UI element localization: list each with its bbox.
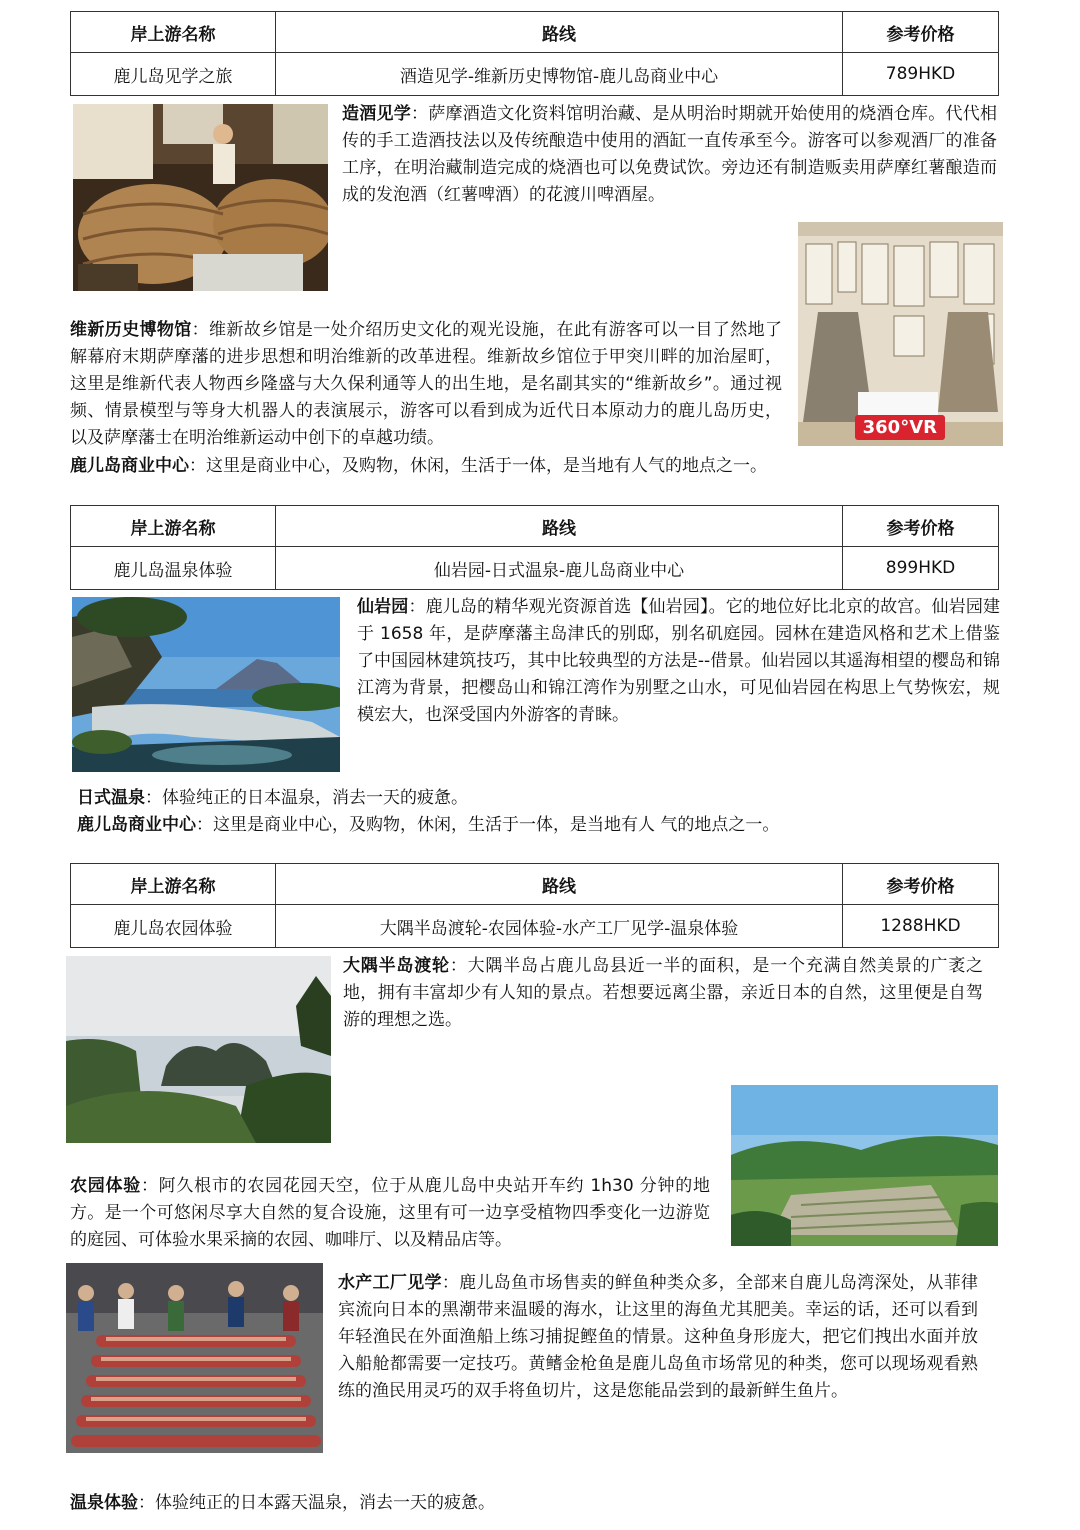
table-row (71, 53, 999, 96)
paragraph-title: 温泉体验 (70, 1493, 138, 1513)
paragraph-farm (70, 1173, 710, 1254)
header-route: 路线 (276, 12, 843, 53)
paragraph-shopping-center-2 (77, 812, 997, 839)
tour-route: 大隅半岛渡轮-农园体验-水产工厂见学-温泉体验 (276, 905, 843, 948)
header-price: 参考价格 (843, 864, 999, 905)
tour-name: 鹿儿岛农园体验 (71, 905, 276, 948)
tour-name: 鹿儿岛温泉体验 (71, 547, 276, 590)
osumi-coast-photo (66, 956, 331, 1143)
paragraph-title: 鹿儿岛商业中心 (70, 456, 189, 476)
header-name: 岸上游名称 (71, 506, 276, 547)
tour-price: 1288HKD (843, 905, 999, 948)
sake-brewery-photo (73, 104, 328, 291)
paragraph-text: ：阿久根市的农园花园天空，位于从鹿儿岛中央站开车约 1h30 分钟的地方。是一个可悠闲尽享大自然的复合设施，这里有可一边享受植物四季变化一边游览的庭园、可体验水果采摘的农园、咖啡厅、以及精品店等。 (70, 1176, 710, 1250)
farm-garden-photo (731, 1085, 998, 1246)
paragraph-text: ：鹿儿岛鱼市场售卖的鲜鱼种类众多，全部来自鹿儿岛湾深处，从菲律宾流向日本的黑潮带来温暖的海水，让这里的海鱼尤其肥美。幸运的话，还可以看到年轻渔民在外面渔船上练习捕捉鲣鱼的情景。这种鱼身形庞大，把它们拽出水面并放入船舱都需要一定技巧。黄鳍金枪鱼是鹿儿岛鱼市场常见的种类，您可以现场观看熟练的渔民用灵巧的双手将鱼切片，这是您能品尝到的最新鲜生鱼片。 (338, 1273, 979, 1401)
paragraph-text: ：体验纯正的日本露天温泉，消去一天的疲惫。 (138, 1493, 495, 1513)
table-header-row (71, 12, 999, 53)
tour-route: 仙岩园-日式温泉-鹿儿岛商业中心 (276, 547, 843, 590)
route-table-3 (70, 863, 999, 948)
paragraph-title: 维新历史博物馆 (70, 320, 192, 340)
paragraph-title: 仙岩园 (357, 597, 409, 617)
paragraph-text: ：这里是商业中心，及购物，休闲，生活于一体，是当地有人 气的地点之一。 (196, 815, 780, 835)
tour-price: 899HKD (843, 547, 999, 590)
route-table-1 (70, 11, 999, 96)
paragraph-text: ：体验纯正的日本温泉，消去一天的疲惫。 (145, 788, 468, 808)
header-route: 路线 (276, 506, 843, 547)
paragraph-text: ：维新故乡馆是一处介绍历史文化的观光设施，在此有游客可以一目了然地了解幕府末期萨摩藩的进步思想和明治维新的改革进程。维新故乡馆位于甲突川畔的加治屋町，这里是维新代表人物西乡隆盛与大久保利通等人的出生地，是名副其实的“维新故乡”。通过视频、情景模型与等身大机器人的表演展示，游客可以看到成为近代日本原动力的鹿儿岛历史，以及萨摩藩士在明治维新运动中创下的卓越功绩。 (70, 320, 782, 448)
paragraph-text: ：大隅半岛占鹿儿岛县近一半的面积，是一个充满自然美景的广袤之地，拥有丰富却少有人知的景点。若想要远离尘嚣，亲近日本的自然，这里便是自驾游的理想之选。 (343, 956, 984, 1030)
paragraph-text: ：萨摩酒造文化资料馆明治藏、是从明治时期就开始使用的烧酒仓库。代代相传的手工造酒技法以及传统酿造中使用的酒缸一直传承至今。游客可以参观酒厂的准备工序，在明治藏制造完成的烧酒也可以免费试饮。旁边还有制造贩卖用萨摩红薯酿造而成的发泡酒（红薯啤酒）的花渡川啤酒屋。 (342, 104, 998, 205)
paragraph-osumi-ferry (343, 953, 983, 1034)
table-row (71, 905, 999, 948)
paragraph-title: 造酒见学 (342, 104, 411, 124)
paragraph-fish-factory (338, 1270, 978, 1405)
paragraph-title: 大隅半岛渡轮 (343, 956, 450, 976)
table-header-row (71, 864, 999, 905)
paragraph-shopping-center (70, 453, 1000, 480)
tour-route: 酒造见学-维新历史博物馆-鹿儿岛商业中心 (276, 53, 843, 96)
route-table-2 (70, 505, 999, 590)
paragraph-title: 农园体验 (70, 1176, 141, 1196)
paragraph-japanese-onsen (77, 785, 997, 812)
paragraph-sengan-en (357, 594, 1000, 729)
header-price: 参考价格 (843, 12, 999, 53)
table-header-row (71, 506, 999, 547)
paragraph-text: ：鹿儿岛的精华观光资源首选【仙岩园】。它的地位好比北京的故宫。仙岩园建于 1658 年，是萨摩藩主岛津氏的别邸，别名矶庭园。园林在建造风格和艺术上借鉴了中国园林建筑技巧，其中比较典型的方法是--借景。仙岩园以其遥海相望的樱岛和锦江湾为背景，把樱岛山和锦江湾作为别墅之山水，可见仙岩园在构思上气势恢宏，规模宏大，也深受国内外游客的青睐。 (357, 597, 1001, 725)
table-row (71, 547, 999, 590)
paragraph-text: ：这里是商业中心，及购物，休闲，生活于一体，是当地有人气的地点之一。 (189, 456, 767, 476)
paragraph-title: 日式温泉 (77, 788, 145, 808)
header-price: 参考价格 (843, 506, 999, 547)
paragraph-sake-brewery (342, 101, 997, 209)
vr-360-badge: 360°VR (855, 415, 945, 440)
paragraph-onsen-experience (70, 1490, 990, 1517)
tour-name: 鹿儿岛见学之旅 (71, 53, 276, 96)
header-name: 岸上游名称 (71, 864, 276, 905)
header-route: 路线 (276, 864, 843, 905)
paragraph-title: 鹿儿岛商业中心 (77, 815, 196, 835)
sengan-en-garden-photo (72, 597, 340, 772)
paragraph-museum (70, 317, 782, 452)
header-name: 岸上游名称 (71, 12, 276, 53)
paragraph-title: 水产工厂见学 (338, 1273, 442, 1293)
museum-exhibit-photo (798, 222, 1003, 446)
fish-market-photo (66, 1263, 323, 1453)
tour-price: 789HKD (843, 53, 999, 96)
